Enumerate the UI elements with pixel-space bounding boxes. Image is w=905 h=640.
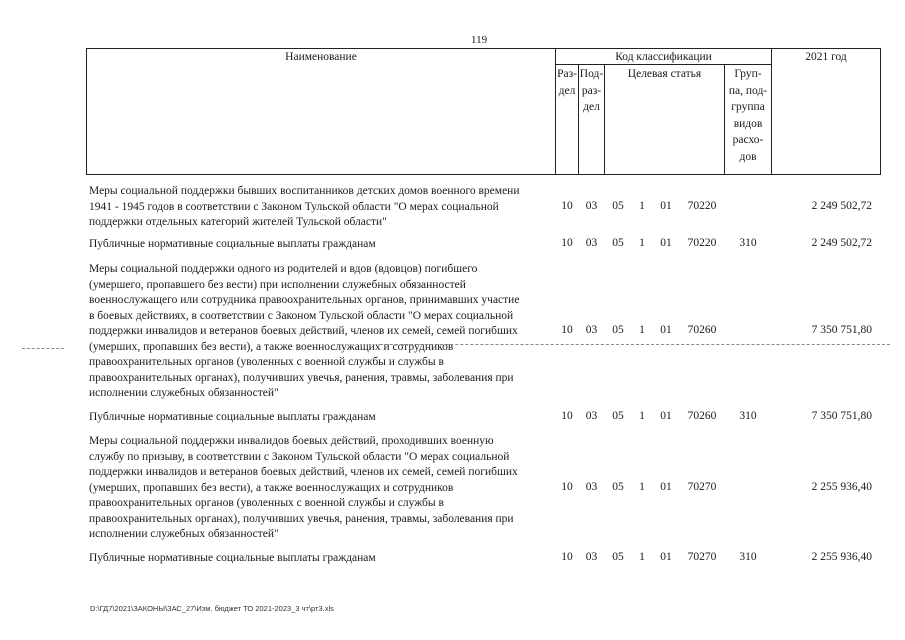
vline-code-right (771, 48, 772, 175)
header-bottom-line (86, 174, 881, 175)
page-number: 119 (471, 34, 488, 46)
header-name: Наименование (285, 51, 357, 63)
row-2-podrazdel: 03 (585, 237, 598, 249)
row-1-cs4: 70220 (687, 200, 717, 212)
row-2-amount: 2 249 502,72 (811, 237, 872, 249)
row-6-amount: 2 255 936,40 (811, 551, 872, 563)
row-3-cs2: 1 (639, 324, 645, 336)
row-5-razdel: 10 (561, 481, 573, 493)
row-3-cs4: 70260 (687, 324, 717, 336)
row-6-podrazdel: 03 (585, 551, 598, 563)
row-6-group: 310 (739, 551, 757, 563)
row-5-name: Меры социальной поддержки инвалидов боевых действий, проходивших военную службу по призыву, в соответствии с Законом Тульской области "О мерах социальной поддержки инвалидов и ветеранов боевых действий, членов их семей, семей погибших (умерших, пропавших без вести), а также военнослужащих и сотрудников правоохранительных органов (уволенных с военной службы и службы в правоохранительных органах), получивших увечья, ранения, травмы, заболевания при исполнении служебных обязанностей" (89, 435, 518, 540)
row-6-razdel: 10 (561, 551, 573, 563)
row-5-cs3: 01 (660, 481, 672, 493)
row-4-cs2: 1 (639, 410, 645, 422)
header-target: Целевая статья (627, 68, 702, 80)
row-3-name: Меры социальной поддержки одного из родителей и вдов (вдовцов) погибшего (умершего, пропавшего без вести) при исполнении служебных обязанностей военнослужащего или сотрудника правоохранительных органов, принимавших участие в боевых действиях, в соответствии с Законом Тульской области "О мерах социальной поддержки инвалидов и ветеранов боевых действий, членов их семей, семей погибших (умерших, пропавших без вести), а также военнослужащих и сотрудников правоохранительных органов (уволенных с военной службы и службы в правоохранительных органах), получивших увечья, ранения, травмы, заболевания при исполнении служебных обязанностей" (89, 263, 520, 399)
row-2-cs1: 05 (612, 237, 624, 249)
row-6-cs2: 1 (639, 551, 645, 563)
row-2-cs4: 70220 (687, 237, 717, 249)
row-6-cs4: 70270 (687, 551, 717, 563)
file-path-footer: D:\ГД7\2021\ЗАКОНЫ\ЗАС_27\Изм. бюджет ТО 2021-2023_3 чт\рт3.xls (90, 604, 334, 613)
row-4-cs3: 01 (660, 410, 672, 422)
row-2-cs2: 1 (639, 237, 645, 249)
row-4-group: 310 (739, 410, 757, 422)
row-4-amount: 7 350 751,80 (811, 410, 872, 422)
scan-dash-right (380, 344, 890, 345)
scan-dash-left (22, 348, 64, 349)
row-4-razdel: 10 (561, 410, 573, 422)
row-1-cs2: 1 (639, 200, 645, 212)
row-1-cs1: 05 (612, 200, 624, 212)
row-3-cs3: 01 (660, 324, 672, 336)
row-1-cs3: 01 (660, 200, 672, 212)
row-6-cs1: 05 (612, 551, 624, 563)
row-2-group: 310 (739, 237, 757, 249)
row-5-cs4: 70270 (687, 481, 717, 493)
row-6-name: Публичные нормативные социальные выплаты гражданам (89, 552, 376, 564)
header-podrazdel: Под- раз- дел (579, 68, 604, 114)
row-3-amount: 7 350 751,80 (811, 324, 872, 336)
row-2-cs3: 01 (660, 237, 672, 249)
row-3-razdel: 10 (561, 324, 573, 336)
row-1-name: Меры социальной поддержки бывших воспитанников детских домов военного времени 1941 - 1945 годов в соответствии с Законом Тульской области "О мерах социальной поддержки отдельных категорий жителей Тульской области" (89, 185, 520, 228)
row-5-cs1: 05 (612, 481, 624, 493)
row-5-podrazdel: 03 (585, 481, 598, 493)
row-1-razdel: 10 (561, 200, 573, 212)
row-4-podrazdel: 03 (585, 410, 598, 422)
vline-right (880, 48, 881, 175)
header-code: Код классификации (615, 51, 712, 63)
header-year: 2021 год (805, 51, 847, 63)
vline-left (86, 48, 87, 175)
row-1-podrazdel: 03 (585, 200, 598, 212)
row-1-amount: 2 249 502,72 (811, 200, 872, 212)
row-2-razdel: 10 (561, 237, 573, 249)
row-3-cs1: 05 (612, 324, 624, 336)
row-4-cs1: 05 (612, 410, 624, 422)
row-5-cs2: 1 (639, 481, 645, 493)
row-4-name: Публичные нормативные социальные выплаты гражданам (89, 411, 376, 423)
row-2-name: Публичные нормативные социальные выплаты гражданам (89, 238, 376, 250)
row-6-cs3: 01 (660, 551, 672, 563)
header-group: Груп- па, под- группа видов расхо- дов (728, 68, 768, 163)
row-4-cs4: 70260 (687, 410, 717, 422)
row-3-podrazdel: 03 (585, 324, 598, 336)
header-razdel: Раз- дел (557, 68, 577, 97)
row-5-amount: 2 255 936,40 (811, 481, 872, 493)
